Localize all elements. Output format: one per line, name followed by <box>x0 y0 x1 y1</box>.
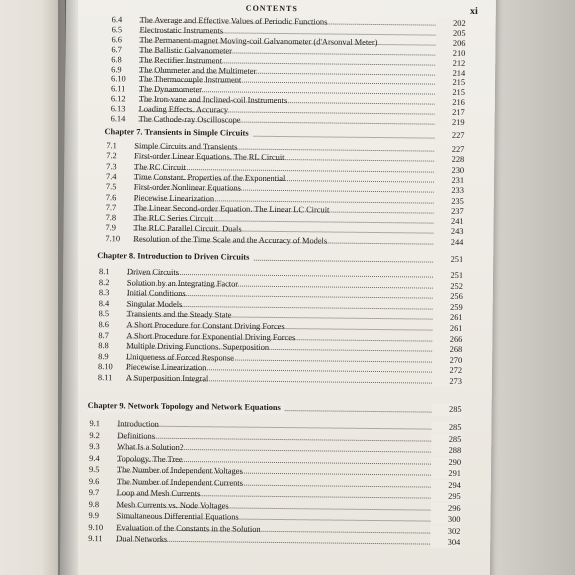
chapter-heading <box>104 126 464 142</box>
entry-title: A Superposition Integral <box>125 373 209 384</box>
entry-title: Initial Conditions <box>126 288 186 299</box>
entry-page: 205 <box>436 28 466 39</box>
entry-number: 9.8 <box>88 499 100 509</box>
entry-title: Mesh Currents vs. Node Voltages <box>116 499 229 510</box>
entry-number: 6.4 <box>111 15 123 25</box>
entry-title: The Iron-vane and Inclined-coil Instruments <box>138 94 288 106</box>
page-number: xi <box>469 5 478 18</box>
entry-title: Piecewise Linearization <box>126 362 207 373</box>
entry-number: 8.11 <box>97 373 113 383</box>
entry-title: Solution by an Integrating Factor <box>126 277 239 289</box>
entry-page: 215 <box>435 87 465 98</box>
entry-number: 9.11 <box>88 534 103 544</box>
entry-title: The Rectifier Instrument <box>139 55 223 65</box>
entry-title: Transients and the Steady State <box>126 309 232 320</box>
entry-page: 285 <box>431 422 461 433</box>
entry-title: Resolution of the Time Scale and the Accuracy of Models <box>133 234 328 246</box>
entry-title: Multiple Driving Functions. Superposition <box>126 341 270 353</box>
entry-page: 268 <box>432 344 462 355</box>
dot-leader <box>117 425 431 429</box>
entry-title: Definitions <box>117 430 156 441</box>
entry-page: 272 <box>432 365 462 376</box>
book-gutter-shadow <box>58 0 78 575</box>
chapter-title: Chapter 9. Network Topology and Network Equations <box>88 400 285 414</box>
entry-page: 290 <box>431 456 461 467</box>
entry-number: 6.13 <box>110 104 126 114</box>
entry-number: 6.10 <box>111 74 126 84</box>
entry-number: 7.10 <box>105 233 121 244</box>
entry-page: 296 <box>431 502 461 513</box>
entry-page: 295 <box>431 491 461 502</box>
entry-page: 302 <box>430 525 460 536</box>
entry-page: 202 <box>436 18 466 29</box>
entry-title: Loop and Mesh Currents <box>116 488 201 499</box>
entry-number: 6.8 <box>111 54 122 64</box>
entry-title: First-order Linear Equations. The RL Circuit <box>134 151 285 163</box>
chapter-title: Chapter 8. Introduction to Driven Circuits <box>97 250 253 264</box>
entry-title: What Is a Solution? <box>117 442 184 453</box>
entry-number: 6.5 <box>111 25 123 35</box>
entry-page: 215 <box>435 77 465 88</box>
entry-title: Electrostatic Instruments <box>139 25 224 36</box>
entry-page: 259 <box>433 301 463 312</box>
entry-number: 9.1 <box>89 419 100 429</box>
entry-page: 243 <box>433 226 463 237</box>
entry-title: The Ohmmeter and the Multimeter <box>139 65 257 76</box>
toc-entry <box>105 233 463 248</box>
entry-page: 231 <box>434 175 464 186</box>
entry-number: 9.7 <box>88 488 100 498</box>
entry-number: 8.3 <box>98 288 110 298</box>
entry-number: 8.1 <box>99 267 110 277</box>
entry-page: 230 <box>434 164 464 175</box>
entry-title: The RLC Parallel Circuit. Duals <box>133 223 242 234</box>
entry-page: 244 <box>433 236 463 247</box>
entry-title: The Permanent-magnet Moving-coil Galvanometer (d'Arsonval Meter) <box>139 35 378 47</box>
chapter-page: 285 <box>432 404 462 416</box>
entry-title: The Dynamometer <box>138 84 203 95</box>
entry-number: 8.7 <box>98 330 109 340</box>
entry-title: A Short Procedure for Constant Driving Forces <box>126 320 285 332</box>
entry-page: 210 <box>435 47 465 58</box>
entry-number: 7.7 <box>105 202 117 213</box>
entry-title: The Number of Independent Currents <box>116 476 243 488</box>
entry-title: Piecewise Linearization <box>133 192 215 203</box>
entry-title: Uniqueness of Forced Response <box>126 352 234 363</box>
entry-page: 212 <box>435 57 465 68</box>
entry-page: 304 <box>430 537 460 548</box>
entry-page: 237 <box>434 205 464 216</box>
entry-page: 256 <box>433 291 463 302</box>
entry-number: 9.2 <box>89 430 100 440</box>
entry-title: Dual Networks <box>116 534 168 544</box>
entry-number: 7.6 <box>105 192 117 202</box>
entry-number: 8.10 <box>98 362 113 372</box>
entry-number: 7.1 <box>106 141 117 151</box>
entry-title: The RLC Series Circuit <box>133 213 213 224</box>
entry-title: A Short Procedure for Exponential Driving Forces <box>126 330 296 342</box>
entry-title: The Cathode-ray Oscilloscope <box>138 114 241 125</box>
entry-number: 8.9 <box>98 351 109 362</box>
chapter-page: 251 <box>433 254 463 266</box>
entry-page: 270 <box>432 354 462 365</box>
entry-number: 7.9 <box>105 223 117 233</box>
entry-number: 7.3 <box>106 161 117 171</box>
entry-page: 261 <box>433 312 463 323</box>
entry-page: 285 <box>431 433 461 444</box>
entry-number: 9.9 <box>88 511 100 521</box>
dot-leader <box>117 437 431 441</box>
entry-page: 251 <box>433 270 463 281</box>
entry-number: 7.4 <box>106 172 117 182</box>
entry-number: 6.12 <box>110 94 126 104</box>
entry-title: The Thermocouple Instrument <box>139 74 242 85</box>
entry-number: 6.14 <box>110 114 126 124</box>
entry-page: 219 <box>435 117 465 128</box>
entry-number: 9.10 <box>88 522 104 532</box>
entry-title: The Number of Independent Voltages <box>116 465 243 476</box>
entry-title: Time Constant. Properties of the Exponential <box>134 172 286 183</box>
entry-page: 233 <box>434 185 464 196</box>
entry-title: The Ballistic Galvanometer <box>139 45 232 56</box>
entry-number: 8.5 <box>98 309 110 319</box>
entry-title: Topology. The Tree <box>117 453 183 464</box>
entry-number: 6.6 <box>111 35 123 45</box>
entry-title: Loading Effects. Accuracy <box>138 104 229 115</box>
entry-number: 8.4 <box>98 298 110 309</box>
entry-page: 216 <box>435 97 465 108</box>
contents-page <box>60 0 496 575</box>
page-heading: CONTENTS <box>245 3 298 14</box>
chapter-title: Chapter 7. Transients in Simple Circuits <box>104 126 252 140</box>
toc-entry <box>111 113 465 128</box>
entry-page: 227 <box>434 144 464 155</box>
entry-page: 228 <box>434 154 464 165</box>
entry-page: 206 <box>435 37 465 48</box>
entry-page: 266 <box>432 333 462 344</box>
entry-page: 217 <box>435 107 465 118</box>
entry-number: 7.8 <box>105 213 117 223</box>
entry-title: Simple Circuits and Transients <box>134 141 238 152</box>
chapter-heading <box>88 400 462 416</box>
entry-title: Singular Models <box>126 299 183 309</box>
entry-number: 6.11 <box>110 84 126 94</box>
entry-page: 300 <box>430 514 460 525</box>
entry-page: 273 <box>432 376 462 387</box>
entry-page: 291 <box>431 468 461 479</box>
entry-number: 9.6 <box>88 476 100 486</box>
entry-page: 252 <box>433 280 463 291</box>
entry-number: 6.7 <box>111 44 122 55</box>
left-page-edge <box>0 0 65 575</box>
entry-number: 9.3 <box>89 442 100 452</box>
entry-page: 294 <box>431 479 461 490</box>
entry-number: 8.2 <box>98 277 110 287</box>
entry-number: 7.2 <box>106 151 117 161</box>
chapter-page: 227 <box>434 130 464 142</box>
entry-title: The RC Circuit <box>134 162 186 172</box>
entry-title: Simultaneous Differential Equations <box>116 511 239 522</box>
entry-page: 288 <box>431 445 461 456</box>
entry-number: 8.6 <box>98 320 110 330</box>
entry-title: The Average and Effective Values of Periodic Functions <box>139 15 328 27</box>
entry-title: Introduction <box>117 419 159 429</box>
entry-page: 241 <box>434 216 464 227</box>
entry-title: First-order Nonlinear Equations <box>133 182 241 193</box>
entry-number: 9.4 <box>89 453 100 463</box>
entry-page: 214 <box>435 67 465 78</box>
entry-page: 235 <box>434 195 464 206</box>
entry-title: The Linear Second-order Equation. The Linear LC Circuit <box>133 203 330 215</box>
chapter-heading <box>97 250 463 266</box>
entry-number: 8.8 <box>98 341 109 351</box>
entry-page: 261 <box>432 323 462 334</box>
entry-number: 6.9 <box>111 64 122 74</box>
entry-number: 7.5 <box>105 182 117 192</box>
entry-title: Driven Circuits <box>127 267 179 277</box>
entry-number: 9.5 <box>88 465 100 475</box>
entry-title: Evaluation of the Constants in the Solution <box>116 522 261 534</box>
